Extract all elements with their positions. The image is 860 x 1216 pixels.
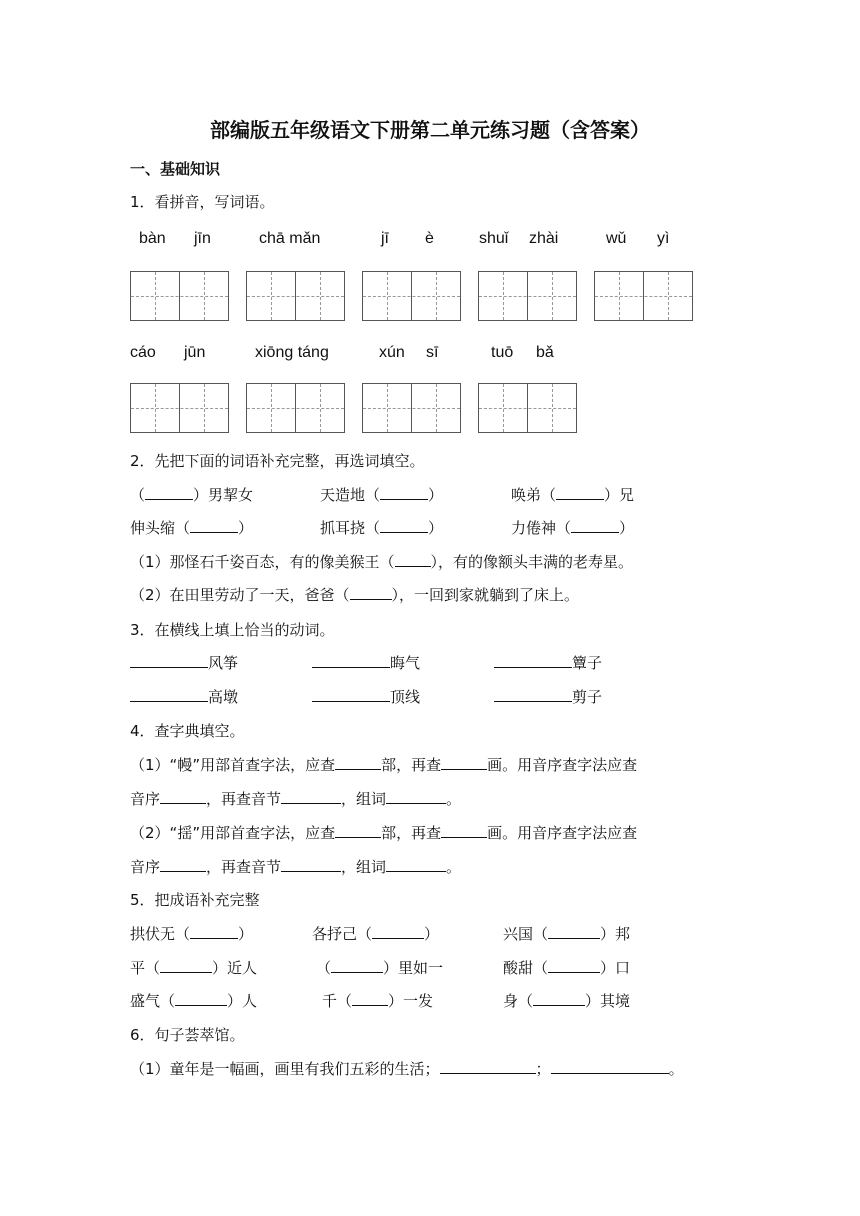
verb-fill[interactable]: 高墩	[130, 686, 238, 707]
pinyin: bǎ	[536, 344, 554, 361]
sentence-2[interactable]: （2）在田里劳动了一天，爸爸（ ），一回到家就躺到了床上。	[130, 586, 580, 604]
idiom-fill[interactable]: 身（ ）其境	[503, 992, 631, 1010]
fill-item[interactable]: 力倦神（ ）	[511, 519, 635, 537]
dictionary-line[interactable]: 音序 ，再查音节 ，组词 。	[130, 858, 462, 876]
sentence-1[interactable]: （1）那怪石千姿百态，有的像美猴王（ ），有的像额头丰满的老寿星。	[130, 553, 634, 571]
writing-grid[interactable]	[362, 383, 461, 433]
idiom-fill[interactable]: 平（ ）近人	[130, 959, 258, 977]
pinyin: xún	[379, 344, 405, 361]
pinyin: bàn	[139, 230, 166, 247]
writing-grid[interactable]	[246, 383, 345, 433]
pinyin: zhài	[529, 230, 559, 247]
question-5-title: 5．把成语补充完整	[130, 891, 260, 909]
dictionary-line[interactable]: 音序 ，再查音节 ，组词 。	[130, 790, 462, 808]
pinyin: cáo	[130, 344, 156, 361]
writing-grid[interactable]	[362, 271, 461, 321]
verb-fill[interactable]: 晦气	[312, 652, 420, 673]
pinyin: sī	[426, 344, 439, 361]
pinyin: chā mǎn	[259, 230, 321, 247]
idiom-fill[interactable]: 拱伏无（ ）	[130, 925, 254, 943]
pinyin: shuǐ	[479, 230, 509, 247]
pinyin: xiōng táng	[255, 344, 329, 361]
question-3-title: 3．在横线上填上恰当的动词。	[130, 621, 335, 639]
pinyin: yì	[657, 230, 670, 247]
verb-fill[interactable]: 剪子	[494, 686, 602, 707]
idiom-fill[interactable]: 兴国（ ）邦	[503, 925, 631, 943]
pinyin: jīn	[194, 230, 211, 247]
fill-item[interactable]: 天造地（ ）	[320, 486, 444, 504]
pinyin: wǔ	[606, 230, 627, 247]
fill-item[interactable]: （ ）男挈女	[130, 486, 254, 504]
writing-grid[interactable]	[246, 271, 345, 321]
writing-grid[interactable]	[130, 271, 229, 321]
idiom-fill[interactable]: （ ）里如一	[316, 959, 444, 977]
idiom-fill[interactable]: 各抒己（ ）	[312, 925, 440, 943]
idiom-fill[interactable]: 千（ ）一发	[322, 992, 434, 1010]
dictionary-line[interactable]: （1）“幔”用部首查字法，应查 部，再查 画。用音序查字法应查	[130, 756, 638, 774]
writing-grid[interactable]	[478, 383, 577, 433]
fill-item[interactable]: 抓耳挠（ ）	[320, 519, 444, 537]
pinyin: è	[425, 230, 434, 247]
pinyin: jūn	[184, 344, 206, 361]
sentence-6-1[interactable]: （1）童年是一幅画，画里有我们五彩的生活； ； 。	[130, 1060, 684, 1078]
idiom-fill[interactable]: 盛气（ ）人	[130, 992, 258, 1010]
verb-fill[interactable]: 簟子	[494, 652, 602, 673]
question-4-title: 4．查字典填空。	[130, 722, 245, 740]
question-6-title: 6．句子荟萃馆。	[130, 1026, 245, 1044]
verb-fill[interactable]: 顶线	[312, 686, 420, 707]
verb-fill[interactable]: 风筝	[130, 652, 238, 673]
idiom-fill[interactable]: 酸甜（ ）口	[503, 959, 631, 977]
fill-item[interactable]: 伸头缩（ ）	[130, 519, 254, 537]
question-1-title: 1．看拼音，写词语。	[130, 193, 275, 211]
pinyin: jī	[381, 230, 389, 247]
section-heading: 一、基础知识	[130, 160, 221, 178]
writing-grid[interactable]	[594, 271, 693, 321]
writing-grid[interactable]	[130, 383, 229, 433]
page-title: 部编版五年级语文下册第二单元练习题（含答案）	[210, 118, 650, 142]
question-2-title: 2．先把下面的词语补充完整，再选词填空。	[130, 452, 425, 470]
pinyin: tuō	[491, 344, 514, 361]
fill-item[interactable]: 唤弟（ ）兄	[511, 486, 635, 504]
dictionary-line[interactable]: （2）“揺”用部首查字法，应查 部，再查 画。用音序查字法应查	[130, 824, 638, 842]
writing-grid[interactable]	[478, 271, 577, 321]
